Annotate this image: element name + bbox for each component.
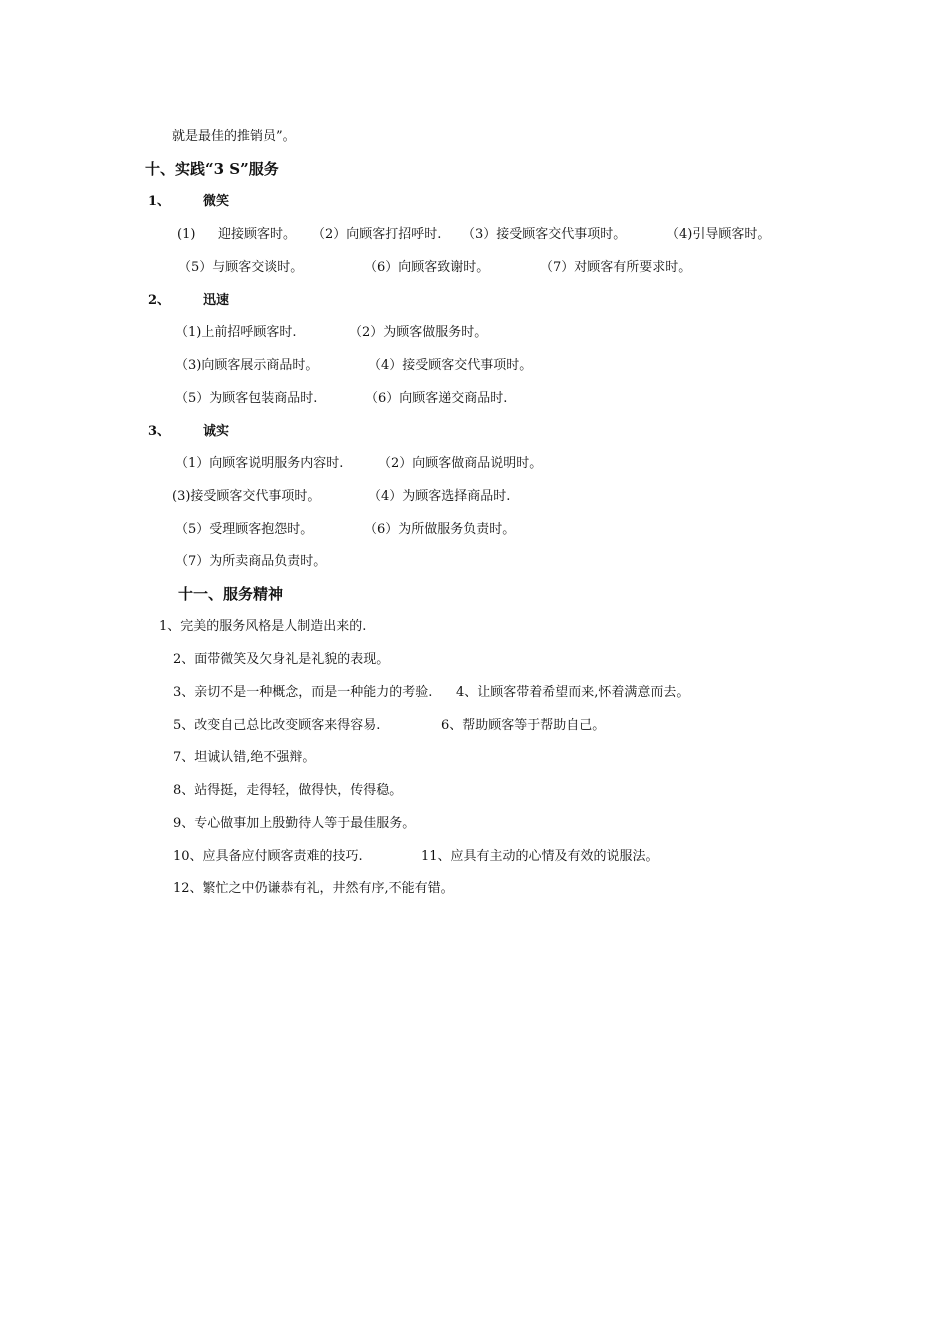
list-item: 8、站得挺，走得轻，做得快，传得稳。 [173, 783, 403, 798]
list-item: （4)引导顾客时。 [666, 227, 771, 242]
list-item: （7）为所卖商品负责时。 [175, 554, 327, 569]
list-item: (3)接受顾客交代事项时。 [172, 489, 321, 504]
list-item: （1)上前招呼顾客时. [175, 325, 297, 340]
list-item: 7、坦诚认错,绝不强辩。 [173, 750, 316, 765]
subsection-title: 迅速 [203, 293, 230, 308]
list-item: 6、帮助顾客等于帮助自己。 [441, 718, 606, 733]
list-item: （3）接受顾客交代事项时。 [462, 227, 627, 242]
list-item: 10、应具备应付顾客责难的技巧. [173, 849, 363, 864]
list-item: （3)向顾客展示商品时。 [175, 358, 319, 373]
list-item: （1）向顾客说明服务内容时. [175, 456, 344, 471]
list-item: (1) [177, 227, 196, 242]
list-item: （5）为顾客包装商品时. [175, 391, 318, 406]
document-page: 就是最佳的推销员”。 十、实践“3 S”服务 1、 微笑 (1) 迎接顾客时。 （2）向顾客打招呼时. （3）接受顾客交代事项时。 （4)引导顾客时。 （5）与顾客交谈时。 （6）向顾客致谢时。 （7）对顾客有所要求时。 2、 迅速 （1)上前招呼顾客时. （2）为顾客做服务时。 （3)向顾客展示商品时。 （4）接受顾客交代事项时。 （5）为顾客包装商品时. （6）向顾客递交商品时. 3、 诚实 （1）向顾客说明服务内容时. （2）向顾客做商品说明时。 (3)接受顾客交代事项时。 （4）为顾客选择商品时. （5）受理顾客抱怨时。 （6）为所做服务负责时。 （7）为所卖商品负责时。 十一、服务精神 1、完美的服务风格是人制造出来的. 2、面带微笑及欠身礼是礼貌的表现。 3、亲切不是一种概念，而是一种能力的考验. 4、让顾客带着希望而来,怀着满意而去。 5、改变自己总比改变顾客来得容易. 6、帮助顾客等于帮助自己。 7、坦诚认错,绝不强辩。 8、站得挺，走得轻，做得快，传得稳。 9、专心做事加上殷勤待人等于最佳服务。 10、应具备应付顾客责难的技巧. 11、应具有主动的心情及有效的说服法。 12、繁忙之中仍谦恭有礼，井然有序,不能有错。 [145, 129, 771, 896]
subsection-number: 2、 [148, 293, 171, 308]
list-item: （2）向顾客打招呼时. [312, 227, 442, 242]
list-item: 迎接顾客时。 [218, 227, 297, 242]
list-item: 12、繁忙之中仍谦恭有礼，井然有序,不能有错。 [173, 881, 454, 896]
list-item: （6）向顾客递交商品时. [365, 391, 508, 406]
list-item: 1、完美的服务风格是人制造出来的. [159, 619, 367, 634]
list-item: 11、应具有主动的心情及有效的说服法。 [421, 849, 659, 864]
list-item: （5）受理顾客抱怨时。 [175, 522, 314, 537]
list-item: （6）为所做服务负责时。 [364, 522, 516, 537]
list-item: 4、让顾客带着希望而来,怀着满意而去。 [456, 685, 690, 700]
subsection-number: 3、 [148, 424, 171, 439]
list-item: 3、亲切不是一种概念，而是一种能力的考验. [173, 685, 433, 700]
subsection-number: 1、 [148, 194, 171, 209]
list-item: （2）向顾客做商品说明时。 [378, 456, 543, 471]
subsection-title: 微笑 [203, 194, 230, 209]
list-item: （2）为顾客做服务时。 [349, 325, 488, 340]
list-item: （5）与顾客交谈时。 [178, 260, 304, 275]
list-item: 9、专心做事加上殷勤待人等于最佳服务。 [173, 816, 416, 831]
list-item: （4）接受顾客交代事项时。 [368, 358, 533, 373]
subsection-title: 诚实 [203, 424, 230, 439]
list-item: 5、改变自己总比改变顾客来得容易. [173, 718, 381, 733]
list-item: （4）为顾客选择商品时. [368, 489, 511, 504]
list-item: （6）向顾客致谢时。 [364, 260, 490, 275]
list-item: 2、面带微笑及欠身礼是礼貌的表现。 [173, 652, 390, 667]
list-item: （7）对顾客有所要求时。 [540, 260, 692, 275]
